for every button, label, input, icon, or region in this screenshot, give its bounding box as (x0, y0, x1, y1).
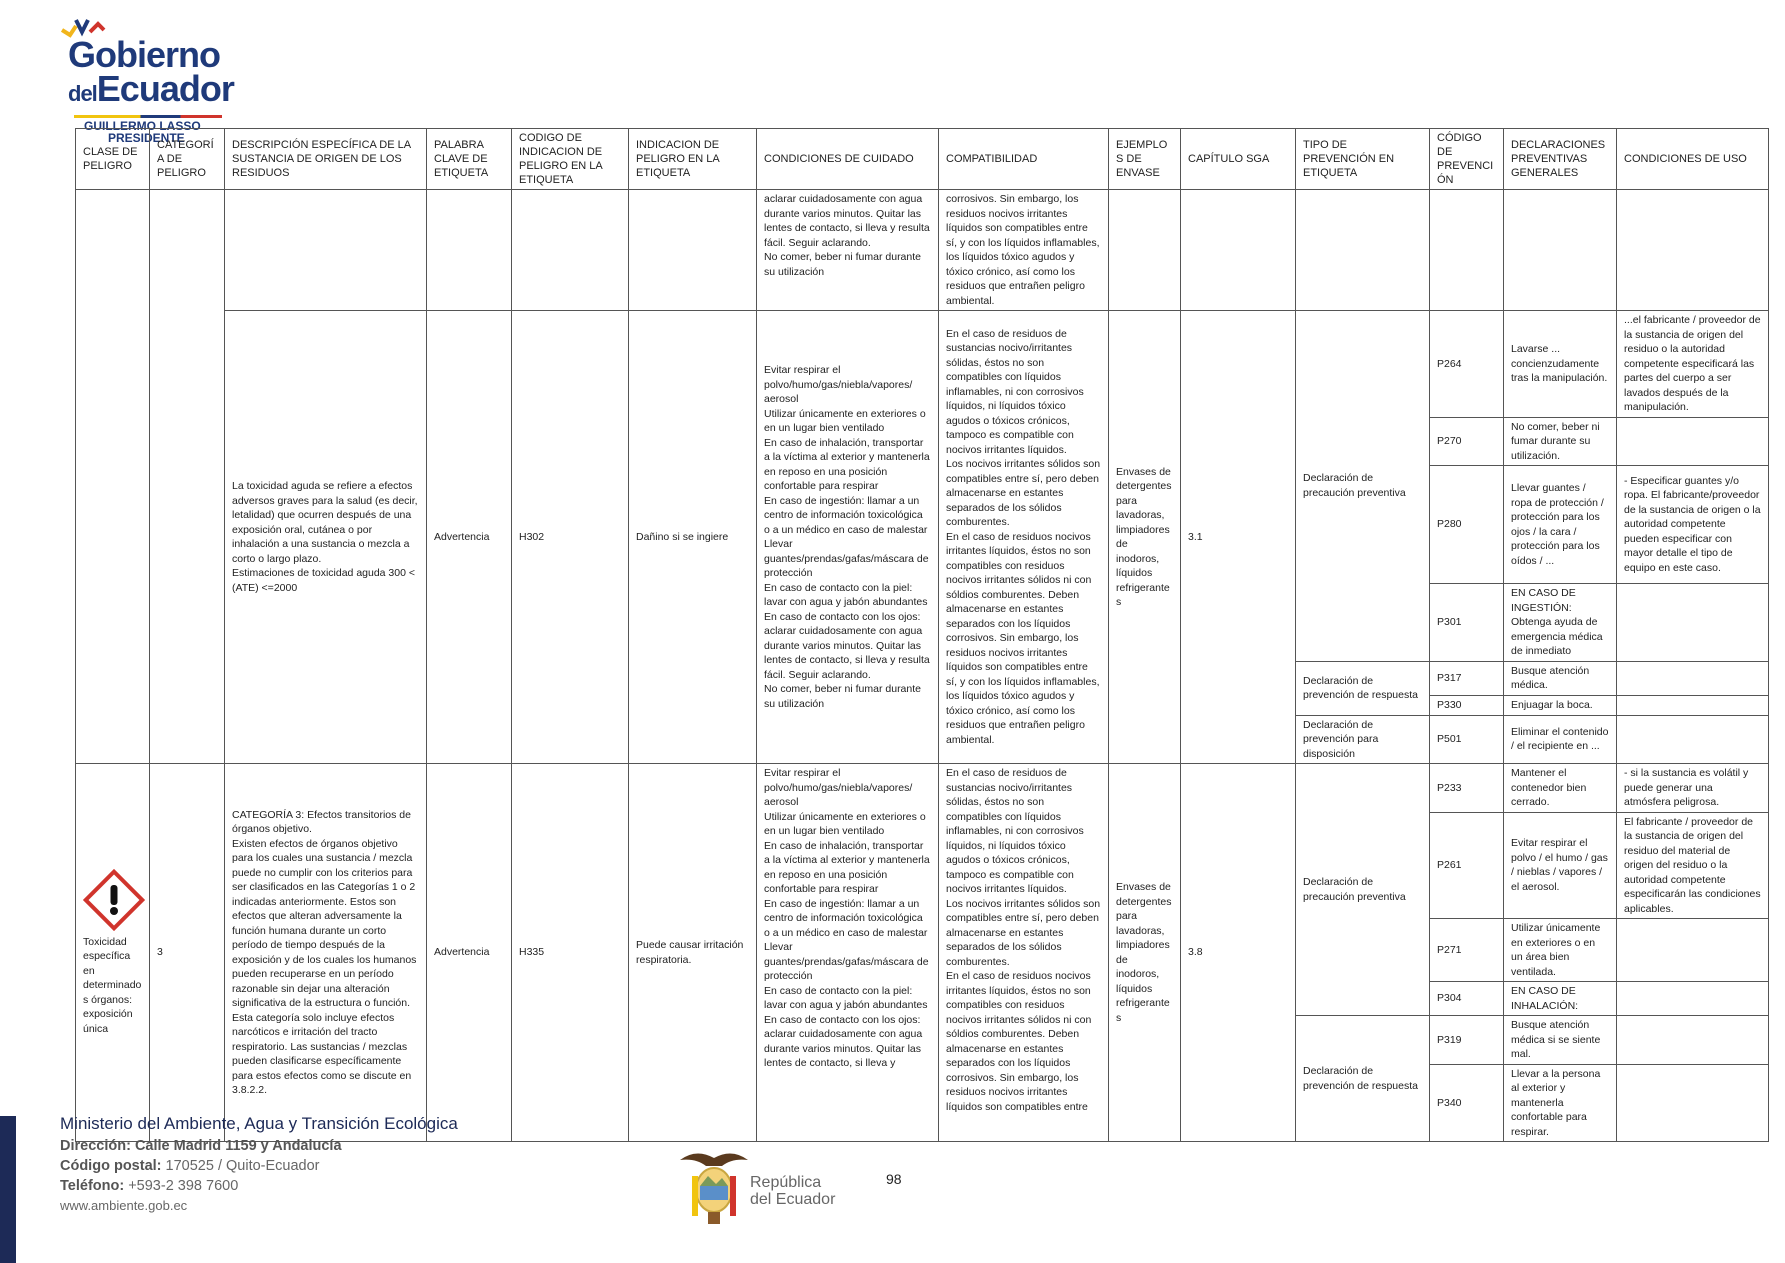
header-condiciones-uso: CONDICIONES DE USO (1617, 129, 1769, 190)
cell-tipo-prevencion: Declaración de prevención de respuesta (1296, 1016, 1430, 1142)
cell-declaracion: Llevar guantes / ropa de protección / protección para los ojos / la cara / protección para los oídos / ... (1504, 466, 1617, 584)
cell-declaracion: EN CASO DE INHALACIÓN: (1504, 982, 1617, 1016)
cell-codigo-h: H335 (512, 764, 629, 1142)
cell-declaracion: Busque atención médica si se siente mal. (1504, 1016, 1617, 1065)
cell-codigo-p: P319 (1430, 1016, 1504, 1065)
cell-declaracion: Eliminar el contenido / el recipiente en ... (1504, 715, 1617, 764)
logo-line2: delEcuador (68, 68, 234, 109)
cell-tipo-prevencion: Declaración de precaución preventiva (1296, 311, 1430, 662)
cell-indicacion: Dañino si se ingiere (629, 311, 757, 764)
gobierno-logo (58, 18, 238, 145)
hazard-table (75, 128, 1769, 1142)
cell-declaracion: Busque atención médica. (1504, 661, 1617, 695)
cell-codigo-p: P233 (1430, 764, 1504, 813)
footer-phone: Teléfono: +593-2 398 7600 (60, 1178, 239, 1194)
cell-declaracion: Lavarse ... concienzudamente tras la manipulación. (1504, 311, 1617, 418)
cell-codigo-p: P264 (1430, 311, 1504, 418)
header-envase: EJEMPLOS DE ENVASE (1109, 129, 1181, 190)
cell-envase: Envases de detergentes para lavadoras, limpiadores de inodoros, líquidos refrigerantes (1109, 311, 1181, 764)
cell-declaracion: Llevar a la persona al exterior y mantenerla confortable para respirar. (1504, 1064, 1617, 1142)
cell-compatibilidad: En el caso de residuos de sustancias nocivo/irritantes sólidas, éstos no son compatibles con líquidos inflamables, ni con corrosivos líquidos, ni líquidos tóxico agudos o tóxicos crónicos, tampoco es compatible con nocivos irritantes líquidos. Los nocivos irritantes sólidos son compatibles entre sí, pero deben almacenarse en estantes separados de los sólidos comburentes. En el caso de residuos nocivos irritantes líquidos, éstos no son compatibles con residuos nocivos irritantes sólidos ni con sóldios comburentes. Deben almacenarse en estantes separados con los líquidos corrosivos. Sin embargo, los residuos nocivos irritantes líquidos son compatibles entre (939, 764, 1109, 1142)
cell-uso (1617, 584, 1769, 662)
cell-tipo-prevencion: Declaración de prevención para disposición (1296, 715, 1430, 764)
cell-palabra: Advertencia (427, 311, 512, 764)
header-cuidado: CONDICIONES DE CUIDADO (757, 129, 939, 190)
cell-descripcion: La toxicidad aguda se refiere a efectos adversos graves para la salud (es decir, letalidad) que ocurren después de una exposición oral, cutánea o por inhalación a una sustancia o mezcla a corto o largo plazo. Estimaciones de toxicidad aguda 300 < (ATE) <=2000 (225, 311, 427, 764)
cell-uso (1617, 715, 1769, 764)
exclamation-hazard-pictogram-icon (83, 869, 145, 931)
cell-uso: - Especificar guantes y/o ropa. El fabricante/proveedor de la sustancia de origen o la autoridad competente pueden especificar con mayor detalle el tipo de equipo en este caso. (1617, 466, 1769, 584)
header-compatibilidad: COMPATIBILIDAD (939, 129, 1109, 190)
cell-declaracion: EN CASO DE INGESTIÓN: Obtenga ayuda de emergencia médica de inmediato (1504, 584, 1617, 662)
republica-label: República del Ecuador (750, 1174, 836, 1208)
footer-address: Dirección: Calle Madrid 1159 y Andalucía (60, 1138, 342, 1154)
cell-uso: - si la sustancia es volátil y puede generar una atmósfera peligrosa. (1617, 764, 1769, 813)
header-capitulo: CAPÍTULO SGA (1181, 129, 1296, 190)
table-row (76, 764, 1769, 813)
footer-accent-bar (0, 1116, 16, 1263)
cell-cuidado-cont: aclarar cuidadosamente con agua durante varios minutos. Quitar las lentes de contacto, si lleva y resulta fácil. Seguir aclarando. No comer, beber ni fumar durante su utilización (757, 190, 939, 311)
cell-empty (1181, 190, 1296, 311)
ecuador-coat-of-arms-icon (676, 1146, 752, 1228)
header-codigo-prevencion: CÓDIGO DE PREVENCIÓN (1430, 129, 1504, 190)
cell-codigo-h: H302 (512, 311, 629, 764)
table-row (76, 311, 1769, 418)
cell-codigo-p: P301 (1430, 584, 1504, 662)
cell-declaracion: Evitar respirar el polvo / el humo / gas / nieblas / vapores / el aerosol. (1504, 812, 1617, 919)
header-clase: CLASE DE PELIGRO (76, 129, 150, 190)
cell-cuidado: Evitar respirar el polvo/humo/gas/niebla/vapores/ aerosol Utilizar únicamente en exteriores o en un lugar bien ventilado En caso de inhalación, transportar a la víctima al exterior y mantenerla en reposo en una posición confortable para respirar En caso de ingestión: llamar a un centro de información toxicológica o a un médico en caso de malestar Llevar guantes/prendas/gafas/máscara de protección En caso de contacto con la piel: lavar con agua y jabón abundantes En caso de contacto con los ojos: aclarar cuidadosamente con agua durante varios minutos. Quitar las lentes de contacto, si lleva y (757, 764, 939, 1142)
cell-categoria-b1 (150, 190, 225, 764)
cell-empty (1504, 190, 1617, 311)
table-row-continuation (76, 190, 1769, 311)
cell-uso (1617, 1064, 1769, 1142)
cell-indicacion: Puede causar irritación respiratoria. (629, 764, 757, 1142)
cell-codigo-p: P280 (1430, 466, 1504, 584)
cell-capitulo: 3.1 (1181, 311, 1296, 764)
logo-line1: Gobierno (68, 34, 220, 75)
cell-codigo-p: P317 (1430, 661, 1504, 695)
page-number: 98 (886, 1171, 902, 1187)
ministry-name: Ministerio del Ambiente, Agua y Transición Ecológica (60, 1114, 458, 1133)
cell-empty (427, 190, 512, 311)
cell-uso: ...el fabricante / proveedor de la sustancia de origen del residuo o la autoridad competente especificará las partes del cuerpo a ser lavados después de la manipulación. (1617, 311, 1769, 418)
header-palabra: PALABRA CLAVE DE ETIQUETA (427, 129, 512, 190)
cell-descripcion: CATEGORÍA 3: Efectos transitorios de órganos objetivo. Existen efectos de órganos objetivo para los cuales una sustancia / mezcla puede no cumplir con los criterios para ser clasificados en las Categorías 1 o 2 indicadas anteriormente. Estos son efectos que alteran adversamente la función humana durante un corto período de tiempo después de la exposición y de los cuales los humanos pueden recuperarse en un período razonable sin dejar una alteración significativa de la estructura o función. Esta categoría solo incluye efectos narcóticos e irritación del tracto respiratorio. Las sustancias / mezclas pueden clasificarse específicamente para estos efectos como se discute en 3.8.2.2. (225, 764, 427, 1142)
table-header-row (76, 129, 1769, 190)
cell-codigo-p: P330 (1430, 695, 1504, 715)
header-tipo-prevencion: TIPO DE PREVENCIÓN EN ETIQUETA (1296, 129, 1430, 190)
cell-palabra: Advertencia (427, 764, 512, 1142)
cell-codigo-p: P271 (1430, 919, 1504, 982)
cell-uso: El fabricante / proveedor de la sustancia de origen del residuo del material de origen del residuo o la autoridad competente especificarán las condiciones aplicables. (1617, 812, 1769, 919)
cell-empty (1109, 190, 1181, 311)
cell-declaracion: Utilizar únicamente en exteriores o en un área bien ventilada. (1504, 919, 1617, 982)
cell-tipo-prevencion: Declaración de prevención de respuesta (1296, 661, 1430, 715)
cell-tipo-prevencion: Declaración de precaución preventiva (1296, 764, 1430, 1016)
cell-clase (76, 764, 150, 1142)
header-categoria: CATEGORÍA DE PELIGRO (150, 129, 225, 190)
cell-codigo-p: P340 (1430, 1064, 1504, 1142)
cell-uso (1617, 661, 1769, 695)
cell-cuidado: Evitar respirar el polvo/humo/gas/niebla/vapores/ aerosol Utilizar únicamente en exteriores o en un lugar bien ventilado En caso de inhalación, transportar a la víctima al exterior y mantenerla en reposo en una posición confortable para respirar En caso de ingestión: llamar a un centro de información toxicológica o a un médico en caso de malestar Llevar guantes/prendas/gafas/máscara de protección En caso de contacto con la piel: lavar con agua y jabón abundantes En caso de contacto con los ojos: aclarar cuidadosamente con agua durante varios minutos. Quitar las lentes de contacto, si lleva y resulta fácil. Seguir aclarando. No comer, beber ni fumar durante su utilización (757, 311, 939, 764)
cell-codigo-p: P270 (1430, 417, 1504, 466)
cell-empty (1296, 190, 1430, 311)
logo-underline (74, 115, 222, 118)
header-declaraciones: DECLARACIONES PREVENTIVAS GENERALES (1504, 129, 1617, 190)
cell-uso (1617, 982, 1769, 1016)
cell-codigo-p: P304 (1430, 982, 1504, 1016)
cell-uso (1617, 417, 1769, 466)
president-title: PRESIDENTE (108, 131, 185, 145)
header-indicacion: INDICACION DE PELIGRO EN LA ETIQUETA (629, 129, 757, 190)
cell-uso (1617, 919, 1769, 982)
cell-categoria: 3 (150, 764, 225, 1142)
cell-declaracion: Mantener el contenedor bien cerrado. (1504, 764, 1617, 813)
cell-declaracion: No comer, beber ni fumar durante su utilización. (1504, 417, 1617, 466)
cell-uso (1617, 1016, 1769, 1065)
cell-empty (225, 190, 427, 311)
header-codigo-indicacion: CODIGO DE INDICACION DE PELIGRO EN LA ETIQUETA (512, 129, 629, 190)
cell-declaracion: Enjuagar la boca. (1504, 695, 1617, 715)
cell-uso (1617, 695, 1769, 715)
cell-empty (629, 190, 757, 311)
cell-capitulo: 3.8 (1181, 764, 1296, 1142)
cell-codigo-p: P261 (1430, 812, 1504, 919)
president-name: GUILLERMO LASSO (84, 119, 201, 133)
cell-clase-b1 (76, 190, 150, 764)
footer-website[interactable]: www.ambiente.gob.ec (60, 1198, 188, 1213)
cell-compatibilidad-cont: corrosivos. Sin embargo, los residuos nocivos irritantes líquidos son compatibles entre sí, y con los líquidos inflamables, los líquidos tóxico agudos y tóxico crónico, así como los residuos que entrañen peligro ambiental. (939, 190, 1109, 311)
cell-empty (1617, 190, 1769, 311)
cell-envase: Envases de detergentes para lavadoras, limpiadores de inodoros, líquidos refrigerantes (1109, 764, 1181, 1142)
cell-empty (512, 190, 629, 311)
header-descripcion: DESCRIPCIÓN ESPECÍFICA DE LA SUSTANCIA DE ORIGEN DE LOS RESIDUOS (225, 129, 427, 190)
cell-compatibilidad: En el caso de residuos de sustancias nocivo/irritantes sólidas, éstos no son compatibles con líquidos inflamables, ni con corrosivos líquidos, ni líquidos tóxico agudos o tóxicos crónicos, tampoco es compatible con nocivos irritantes líquidos. Los nocivos irritantes sólidos son compatibles entre sí, pero deben almacenarse en estantes separados de los sólidos comburentes. En el caso de residuos nocivos irritantes líquidos, éstos no son compatibles con residuos nocivos irritantes sólidos ni con sóldios comburentes. Deben almacenarse en estantes separados con los líquidos corrosivos. Sin embargo, los residuos nocivos irritantes líquidos son compatibles entre sí, y con los líquidos inflamables, los líquidos tóxico agudos y tóxico crónico, así como los residuos que entrañen peligro ambiental. (939, 311, 1109, 764)
cell-codigo-p: P501 (1430, 715, 1504, 764)
clase-label: Toxicidad específica en determinados órganos: exposición única (83, 935, 142, 1035)
footer-postal: Código postal: 170525 / Quito-Ecuador (60, 1158, 320, 1174)
cell-empty (1430, 190, 1504, 311)
